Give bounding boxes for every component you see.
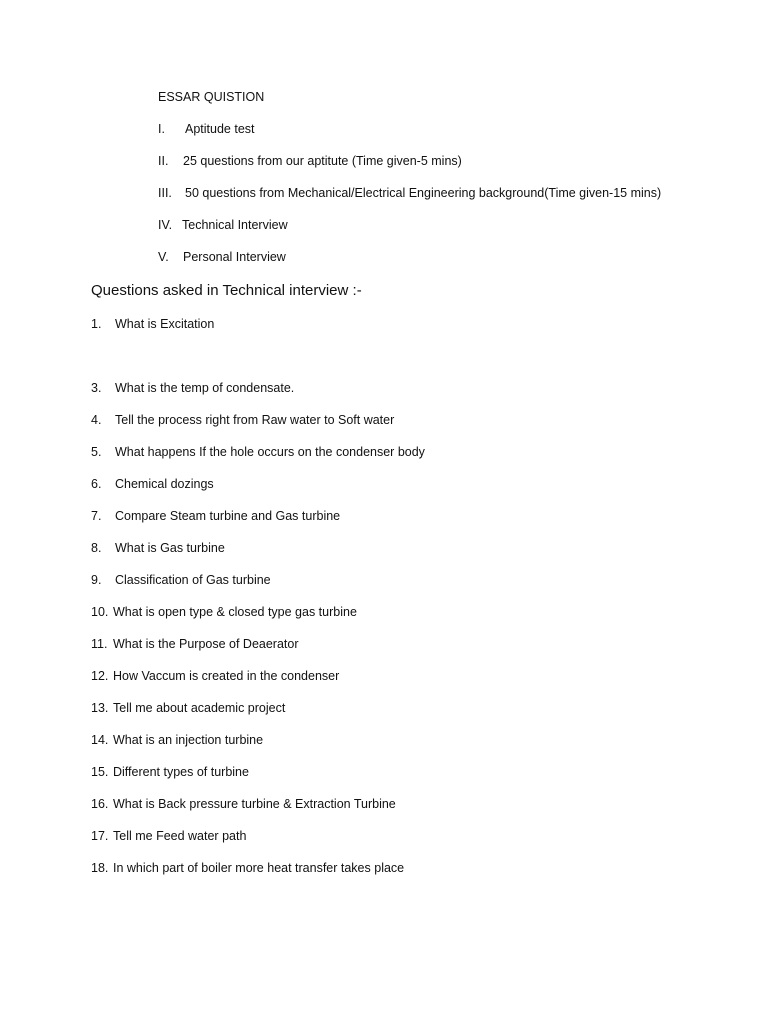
document-title: ESSAR QUISTION	[158, 90, 265, 104]
question-text: Tell me about academic project	[113, 701, 286, 715]
question-text: What is the temp of condensate.	[115, 381, 295, 395]
question-text: Different types of turbine	[113, 765, 249, 779]
round-item-5	[158, 249, 286, 265]
question-number: 8.	[91, 541, 102, 555]
question-text: Classification of Gas turbine	[115, 573, 271, 587]
round-numeral: II.	[158, 154, 169, 168]
question-item	[91, 476, 214, 492]
question-number: 17.	[91, 829, 109, 843]
question-text: What is an injection turbine	[113, 733, 264, 747]
question-item	[91, 444, 425, 460]
question-number: 7.	[91, 509, 102, 523]
question-item	[91, 316, 214, 332]
round-item-3	[158, 185, 661, 201]
question-item	[91, 764, 249, 780]
question-text: What is Excitation	[115, 317, 215, 331]
question-item	[91, 412, 394, 428]
question-text: In which part of boiler more heat transfer takes place	[113, 861, 405, 875]
question-text: How Vaccum is created in the condenser	[113, 669, 340, 683]
round-numeral: IV.	[158, 218, 173, 232]
section-heading: Questions asked in Technical interview :-	[91, 282, 362, 299]
question-text: Chemical dozings	[115, 477, 214, 491]
question-number: 16.	[91, 797, 109, 811]
question-number: 9.	[91, 573, 102, 587]
question-text: What is open type & closed type gas turbine	[113, 605, 357, 619]
question-number: 14.	[91, 733, 109, 747]
question-number: 4.	[91, 413, 102, 427]
question-item	[91, 604, 357, 620]
question-number: 10.	[91, 605, 109, 619]
round-text: 50 questions from Mechanical/Electrical Engineering background(Time given-15 mins)	[185, 186, 662, 200]
round-item-2	[158, 153, 462, 169]
question-text: What happens If the hole occurs on the condenser body	[115, 445, 425, 459]
question-number: 13.	[91, 701, 109, 715]
round-text: 25 questions from our aptitute (Time given-5 mins)	[183, 154, 462, 168]
round-numeral: I.	[158, 122, 165, 136]
question-item	[91, 796, 396, 812]
question-text: What is the Purpose of Deaerator	[113, 637, 299, 651]
question-number: 5.	[91, 445, 102, 459]
question-text: What is Back pressure turbine & Extraction Turbine	[113, 797, 396, 811]
question-item	[91, 732, 263, 748]
round-numeral: III.	[158, 186, 172, 200]
question-item	[91, 636, 299, 652]
round-text: Technical Interview	[182, 218, 288, 232]
question-item	[91, 700, 285, 716]
question-item	[91, 860, 404, 876]
question-number: 1.	[91, 317, 102, 331]
question-number: 6.	[91, 477, 102, 491]
question-text: What is Gas turbine	[115, 541, 225, 555]
round-text: Personal Interview	[183, 250, 286, 264]
question-item	[91, 668, 339, 684]
question-number: 11.	[91, 637, 108, 651]
question-text: Tell me Feed water path	[113, 829, 247, 843]
round-numeral: V.	[158, 250, 169, 264]
question-item	[91, 572, 271, 588]
question-number: 12.	[91, 669, 109, 683]
question-number: 18.	[91, 861, 109, 875]
question-item	[91, 540, 225, 556]
round-item-4	[158, 217, 288, 233]
question-text: Tell the process right from Raw water to Soft water	[115, 413, 395, 427]
question-text: Compare Steam turbine and Gas turbine	[115, 509, 341, 523]
question-item	[91, 828, 246, 844]
round-item-1	[158, 121, 255, 137]
round-text: Aptitude test	[185, 122, 255, 136]
question-number: 3.	[91, 381, 102, 395]
question-number: 15.	[91, 765, 109, 779]
question-item	[91, 380, 294, 396]
question-item	[91, 508, 340, 524]
